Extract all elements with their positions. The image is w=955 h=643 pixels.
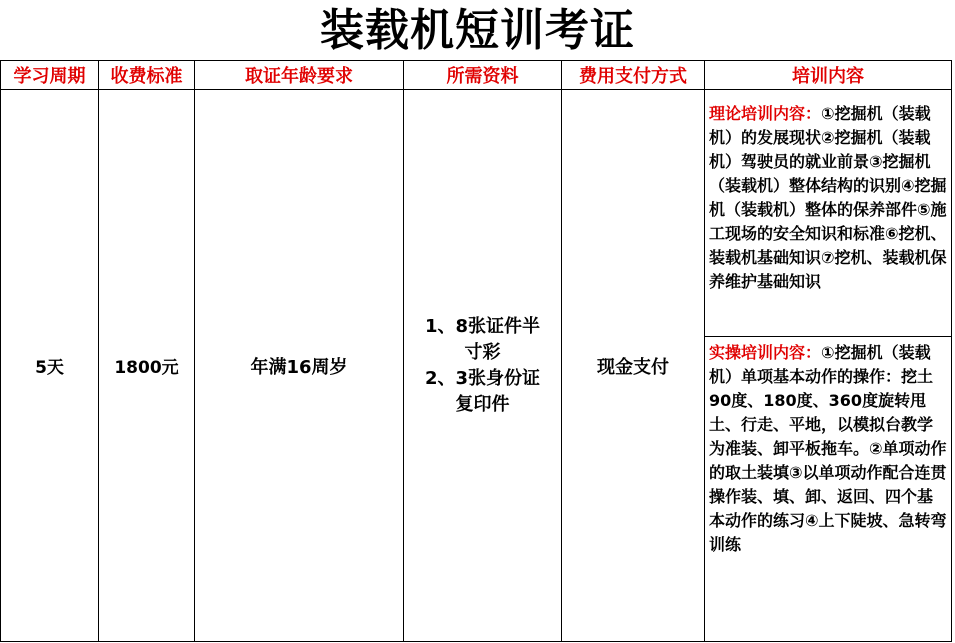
- header-training-content: 培训内容: [705, 61, 952, 90]
- cell-payment-method: 现金支付: [562, 90, 705, 642]
- header-payment-method: 费用支付方式: [562, 61, 705, 90]
- header-study-period: 学习周期: [1, 61, 99, 90]
- theory-training-block: [705, 90, 951, 337]
- header-materials: 所需资料: [404, 61, 562, 90]
- page-title: 装载机短训考证: [320, 5, 635, 56]
- cell-training-content: [705, 90, 952, 642]
- cell-materials: [404, 90, 562, 642]
- materials-line: 1、8张证件半: [424, 315, 541, 337]
- table-row: [1, 90, 952, 642]
- materials-text: [425, 314, 540, 418]
- theory-training-label: 理论培训内容：: [709, 104, 822, 123]
- header-age-requirement: 取证年龄要求: [195, 61, 404, 90]
- cell-age-requirement: 年满16周岁: [195, 90, 404, 642]
- header-fee: 收费标准: [99, 61, 195, 90]
- cell-study-period: 5天: [1, 90, 99, 642]
- header-row: [1, 61, 952, 90]
- materials-line: 2、3张身份证: [424, 367, 541, 389]
- practice-training-label: 实操培训内容：: [709, 343, 822, 362]
- practice-training-text: ①挖掘机（装载机）单项基本动作的操作：挖土90度、180度、360度旋转甩土、行走、平地，以模拟台教学为准装、卸平板拖车。②单项动作的取土装填③以单项动作配合连贯操作装、填、卸、返回、四个基本动作的练习④上下陡坡、急转弯训练: [709, 343, 947, 554]
- theory-training-text: ①挖掘机（装载机）的发展现状②挖掘机（装载机）驾驶员的就业前景③挖掘机（装载机）整体结构的识别④挖掘机（装载机）整体的保养部件⑤施工现场的安全知识和标准⑥挖机、装载机基础知识⑦挖机、装载机保养维护基础知识: [709, 104, 947, 291]
- practice-training-block: [705, 337, 951, 557]
- materials-line: 复印件: [455, 393, 510, 415]
- materials-line: 寸彩: [464, 341, 501, 363]
- training-table: [0, 60, 952, 642]
- cell-fee: 1800元: [99, 90, 195, 642]
